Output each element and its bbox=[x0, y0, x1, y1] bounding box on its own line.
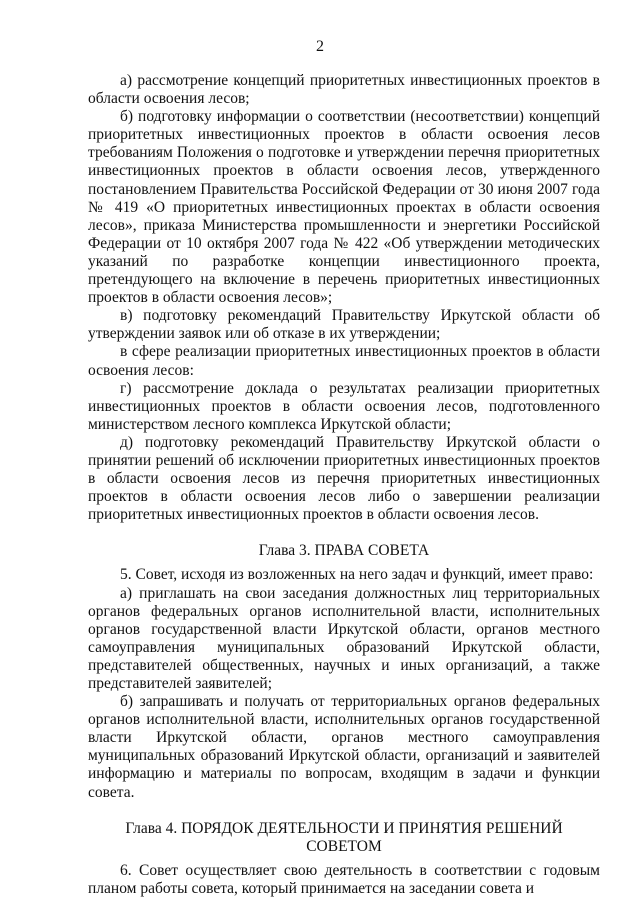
chapter-4-heading: Глава 4. ПОРЯДОК ДЕЯТЕЛЬНОСТИ И ПРИНЯТИЯ РЕШЕНИЙ СОВЕТОМ bbox=[125, 819, 563, 855]
chapter-4-paragraph-6: 6. Совет осуществляет свою деятельность в соответствии с годовым планом работы совета, который принимается на заседании совета и bbox=[88, 861, 600, 897]
paragraph-d-exclusion: д) подготовку рекомендаций Правительству Иркутской области о принятии решений об исключении приоритетных инвестиционных проектов в области освоения лесов из перечня приоритетных инвестиционных проектов в области освоения лесов либо о завершении реализации приоритетных инвестиционных проектов в области освоения лесов. bbox=[88, 433, 600, 524]
page-number: 2 bbox=[316, 38, 324, 55]
chapter-3-paragraph-5: 5. Совет, исходя из возложенных на него задач и функций, имеет право: bbox=[120, 566, 594, 584]
chapter-3-paragraph-b: б) запрашивать и получать от территориальных органов федеральных органов исполнительной власти, исполнительных органов государственной власти Иркутской области, органов местного самоуправления муниципальных образований Иркутской области, организаций и заявителей информацию и материалы по вопросам, входящим в задачи и функции совета. bbox=[88, 693, 600, 801]
paragraph-implementation-sphere: в сфере реализации приоритетных инвестиционных проектов в области освоения лесов: bbox=[88, 343, 600, 379]
paragraph-b-information: б) подготовку информации о соответствии (несоответствии) концепций приоритетных инвестиционных проектов в области освоения лесов требованиям Положения о подготовке и утверждении перечня приоритетных инвестиционных проектов в области освоения лесов, утвержденного постановлением Правительства Российской Федерации от 30 июня 2007 года № 419 «О приоритетных инвестиционных проектах в области освоения лесов», приказа Министерства промышленности и энергетики Российской Федерации от 10 октября 2007 года № 422 «Об утверждении методических указаний по разработке концепции инвестиционного проекта, претендующего на включение в перечень приоритетных инвестиционных проектов в области освоения лесов»; bbox=[88, 108, 600, 307]
paragraph-v-recommendations: в) подготовку рекомендаций Правительству Иркутской области об утверждении заявок или об отказе в их утверждении; bbox=[88, 307, 600, 343]
paragraph-a-concepts: а) рассмотрение концепций приоритетных инвестиционных проектов в области освоения лесов; bbox=[88, 72, 600, 108]
document-body bbox=[88, 72, 600, 898]
chapter-3-heading: Глава 3. ПРАВА СОВЕТА bbox=[258, 542, 430, 560]
chapter-3-paragraph-a: а) приглашать на свои заседания должностных лиц территориальных органов федеральных органов исполнительной власти, исполнительных органов государственной власти Иркутской области, органов местного самоуправления муниципальных образований Иркутской области, представителей общественных, научных и иных организаций, а также представителей заявителей; bbox=[88, 584, 600, 692]
paragraph-g-report: г) рассмотрение доклада о результатах реализации приоритетных инвестиционных проектов в области освоения лесов, подготовленного министерством лесного комплекса Иркутской области; bbox=[88, 379, 600, 433]
